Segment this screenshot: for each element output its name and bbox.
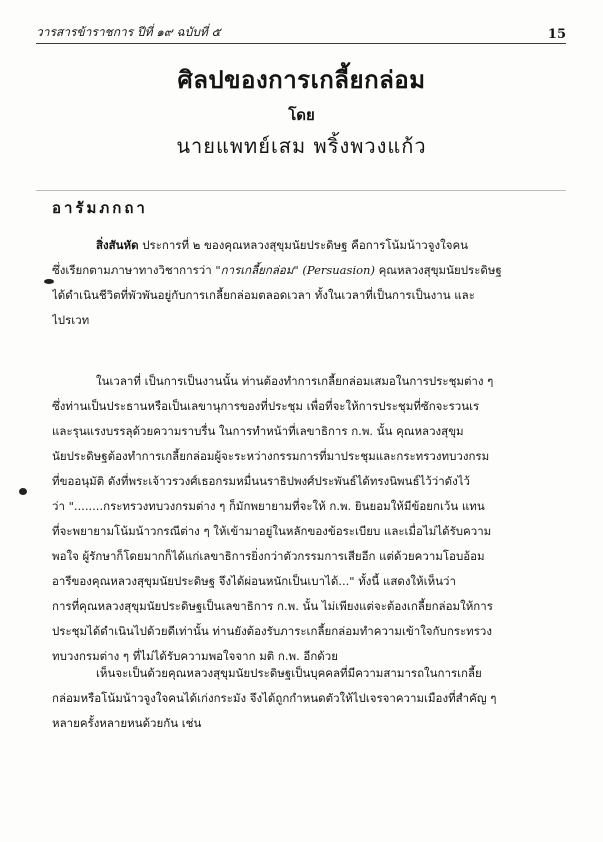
paragraph-line: เห็นจะเป็นด้วยคุณหลวงสุขุมนัยประดิษฐเป็นบุคคลที่มีความสามารถในการเกลี้ย — [96, 666, 482, 680]
paragraph-line: ที่จะพยายามโน้มน้าวกรณีต่าง ๆ ให้เข้ามาอยู่ในหลักของข้อระเบียบ และเมื่อไม่ได้รับความ — [52, 524, 492, 538]
running-head — [36, 22, 566, 42]
author-name: นายแพทย์เสม พริ้งพวงแก้ว — [176, 134, 427, 158]
paragraph-line: กล่อมหรือโน้มน้าวจูงใจคนได้เก่งกระมัง จึงได้ถูกกำหนดตัวให้ไปเจรจาความเมืองที่สำคัญ ๆ — [52, 691, 497, 705]
paragraph-line: ว่า "........กระทรวงทบวงกรมต่าง ๆ ก็มักพยายามที่จะให้ ก.พ. ยินยอมให้มีข้อยกเว้น แทน — [52, 499, 485, 513]
paragraph-line: พอใจ ผู้รักษาก็โดยมากก็ได้แก่เลขาธิการยิ่งกว่าตัวกรรมการเสียอีก แต่ด้วยความโอบอ้อม — [52, 549, 485, 563]
paragraph-3 — [52, 661, 564, 736]
paragraph-2 — [52, 369, 564, 669]
paragraph-line: หลายครั้งหลายหนด้วยกัน เช่น — [52, 716, 202, 730]
paragraph-line: การที่คุณหลวงสุขุมนัยประดิษฐเป็นเลขาธิการ ก.พ. นั้น ไม่เพียงแต่จะต้องเกลี้ยกล่อมให้การ — [52, 599, 493, 613]
page-number: 15 — [547, 27, 566, 42]
paragraph-line: สิ่งสันหัด ประการที่ ๒ ของคุณหลวงสุขุมนัยประดิษฐ คือการโน้มน้าวจูงใจคน — [96, 238, 469, 252]
lead-phrase: สิ่งสันหัด — [96, 238, 139, 252]
paragraph-line: ได้ดำเนินชีวิตที่พัวพันอยู่กับการเกลี้ยกล่อมตลอดเวลา ทั้งในเวลาที่เป็นการเป็นงาน และ — [52, 288, 475, 302]
paragraph-line: ซึ่งเรียกตามภาษาทางวิชาการว่า "การเกลี้ยกล่อม" (Persuasion) คุณหลวงสุขุมนัยประดิษฐ — [52, 263, 502, 277]
quoted-term: "การเกลี้ยกล่อม" (Persuasion) — [215, 263, 375, 277]
paragraph-line: ไปรเวท — [52, 313, 90, 327]
paragraph-line: และรุนแรงบรรลุด้วยความราบรื่น ในการทำหน้าที่เลขาธิการ ก.พ. นั้น คุณหลวงสุขุม — [52, 424, 464, 438]
article-title: ศิลปของการเกลี้ยกล่อม — [177, 65, 426, 94]
paragraph-line: ทบวงกรมต่าง ๆ ที่ไม่ได้รับความพอใจจาก มติ ก.พ. อีกด้วย — [52, 649, 338, 663]
section-rule — [36, 190, 566, 191]
section-heading: อารัมภกถา — [52, 199, 148, 217]
paragraph-line: ซึ่งท่านเป็นประธานหรือเป็นเลขานุการของที่ประชุม เพื่อที่จะให้การประชุมที่ซักจะรวนเร — [52, 399, 480, 413]
paragraph-line: นัยประดิษฐต้องทำการเกลี้ยกล่อมผู้จะระหว่างกรรมการที่มาประชุมและกระทรวงทบวงกรม — [52, 449, 490, 463]
header-rule — [36, 43, 566, 44]
journal-name: วารสารข้าราชการ ปีที่ ๑๙ ฉบับที่ ๕ — [36, 25, 221, 39]
ink-speck — [19, 488, 27, 495]
paragraph-line: อารีของคุณหลวงสุขุมนัยประดิษฐ จึงได้ผ่อนหนักเป็นเบาได้..." ทั้งนี้ แสดงให้เห็นว่า — [52, 574, 456, 588]
byline: โดย — [288, 106, 315, 124]
paragraph-line: ประชุมได้ดำเนินไปด้วยดีเท่านั้น ท่านยังต้องรับภาระเกลี้ยกล่อมทำความเข้าใจกับกระทรวง — [52, 624, 492, 638]
paragraph-line: ที่ขออนุมัติ ดังที่พระเจ้าวรวงศ์เธอกรมหมื่นนราธิปพงศ์ประพันธ์ได้ทรงนิพนธ์ไว้ว่าดังไว้ — [52, 474, 471, 488]
paragraph-1 — [52, 233, 564, 333]
paragraph-line: ในเวลาที่ เป็นการเป็นงานนั้น ท่านต้องทำการเกลี้ยกล่อมเสมอในการประชุมต่าง ๆ — [96, 374, 494, 388]
ink-speck — [44, 279, 54, 284]
